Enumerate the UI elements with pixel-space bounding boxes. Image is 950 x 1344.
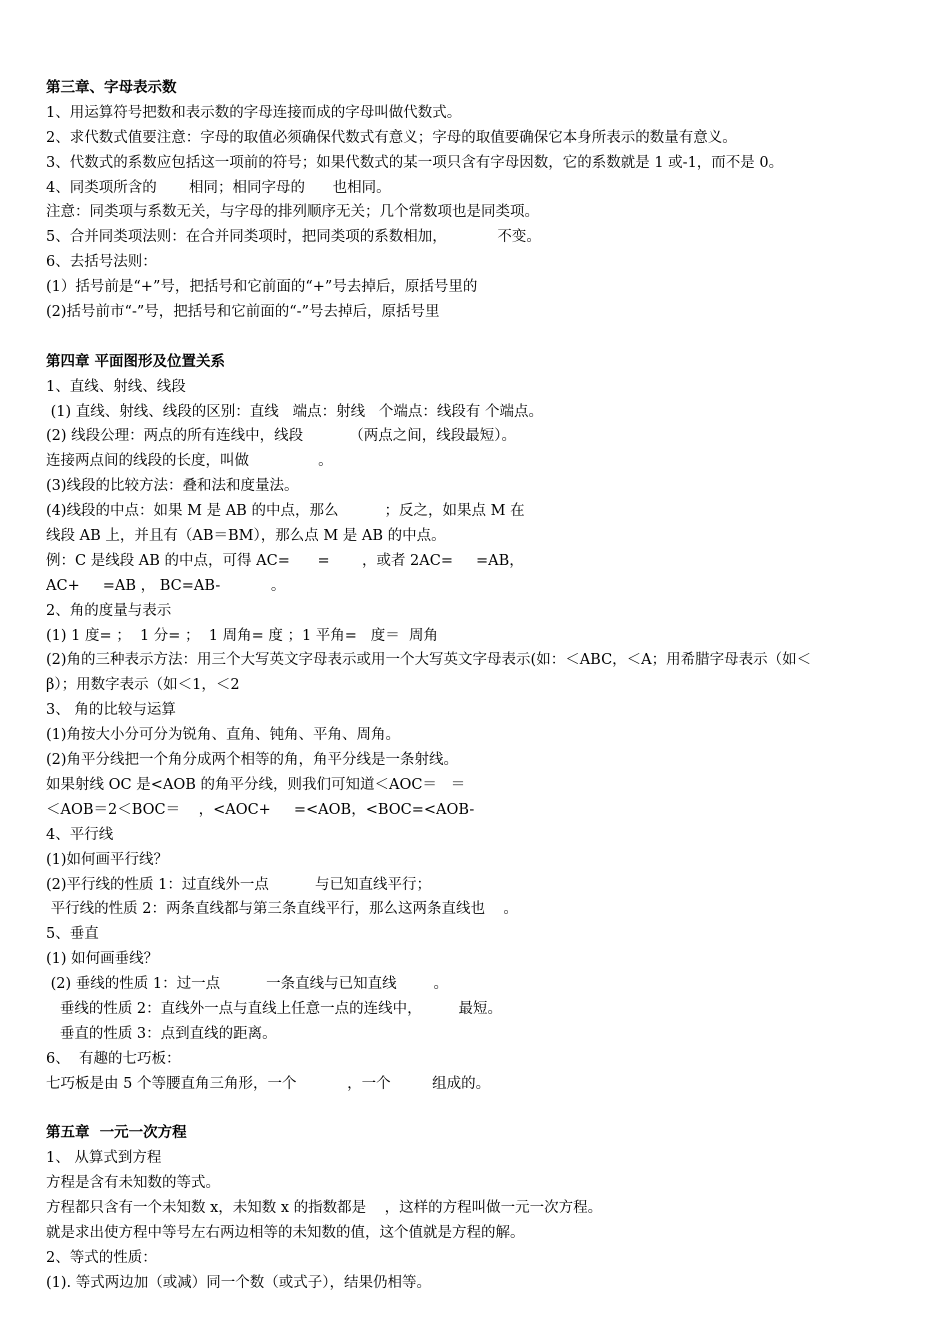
ch3-line: 注意：同类项与系数无关，与字母的排列顺序无关；几个常数项也是同类项。 — [46, 204, 539, 221]
ch4-line: 平行线的性质 2：两条直线都与第三条直线平行，那么这两条直线也 。 — [46, 901, 518, 918]
ch5-line: (1). 等式两边加（或减）同一个数（或式子），结果仍相等。 — [46, 1274, 432, 1291]
ch5-line: 2、等式的性质： — [46, 1249, 157, 1266]
ch4-line: (1) 如何画垂线？ — [46, 951, 159, 968]
ch4-line: (1) 直线、射线、线段的区别：直线 端点：射线 个端点：线段有 个端点。 — [46, 403, 544, 420]
ch4-line: 七巧板是由 5 个等腰直角三角形，一个 ，一个 组成的。 — [46, 1075, 491, 1092]
ch4-line: β）；用数字表示（如＜1，＜2 — [46, 677, 240, 694]
ch3-line: (1）括号前是“+”号，把括号和它前面的“+”号去掉后，原括号里的 — [46, 279, 478, 296]
ch4-line: AC+ =AB ， BC=AB- 。 — [46, 577, 286, 594]
ch3-line: 4、同类项所含的 相同；相同字母的 也相同。 — [46, 179, 391, 196]
chapter-5-title: 第五章 一元一次方程 — [46, 1124, 187, 1142]
ch4-line: (1)如何画平行线？ — [46, 851, 169, 868]
ch4-line: (1) 1 度= ； 1 分= ； 1 周角= 度 ；1 平角= 度＝ 周角 — [46, 627, 439, 644]
ch4-line: 5、垂直 — [46, 926, 99, 943]
ch4-line: 例：C 是线段 AB 的中点，可得 AC= = ，或者 2AC= =AB， — [46, 552, 524, 569]
ch5-line: 方程是含有未知数的等式。 — [46, 1175, 220, 1192]
section-spacer — [46, 1097, 916, 1122]
ch4-line: (1)角按大小分可分为锐角、直角、钝角、平角、周角。 — [46, 727, 401, 744]
ch4-line: (2)角的三种表示方法：用三个大写英文字母表示或用一个大写英文字母表示(如：＜ABC，＜A；用希腊字母表示（如＜ — [46, 652, 812, 669]
document-page — [46, 76, 916, 1296]
ch4-line: 3、 角的比较与运算 — [46, 702, 176, 719]
ch4-line: ＜AOB＝2＜BOC＝ ，<AOC+ =<AOB，<BOC=<AOB- — [46, 801, 475, 818]
ch4-line: 垂线的性质 2：直线外一点与直线上任意一点的连线中， 最短。 — [46, 1000, 503, 1017]
ch4-line: (2)角平分线把一个角分成两个相等的角，角平分线是一条射线。 — [46, 752, 459, 769]
ch4-line: 6、 有趣的七巧板： — [46, 1050, 181, 1067]
ch4-line: (2) 线段公理：两点的所有连线中，线段 （两点之间，线段最短）。 — [46, 428, 516, 445]
ch3-line: 6、去括号法则： — [46, 254, 157, 271]
ch5-line: 1、 从算式到方程 — [46, 1150, 162, 1167]
ch4-line: (2) 垂线的性质 1：过一点 一条直线与已知直线 。 — [46, 976, 449, 993]
ch3-line: 2、求代数式值要注意：字母的取值必须确保代数式有意义；字母的取值要确保它本身所表示的数量有意义。 — [46, 129, 737, 146]
ch4-line: 4、平行线 — [46, 826, 114, 843]
ch3-line: (2)括号前市“-”号，把括号和它前面的“-”号去掉后，原括号里 — [46, 304, 440, 321]
ch4-line: 如果射线 OC 是<AOB 的角平分线，则我们可知道＜AOC＝ ＝ — [46, 776, 466, 793]
ch4-line: 垂直的性质 3：点到直线的距离。 — [46, 1025, 277, 1042]
ch5-line: 方程都只含有一个未知数 x，未知数 x 的指数都是 ，这样的方程叫做一元一次方程。 — [46, 1200, 603, 1217]
ch3-line: 1、用运算符号把数和表示数的字母连接而成的字母叫做代数式。 — [46, 104, 462, 121]
ch4-line: (4)线段的中点：如果 M 是 AB 的中点，那么 ；反之，如果点 M 在 — [46, 503, 525, 520]
ch4-line: (2)平行线的性质 1：过直线外一点 与已知直线平行； — [46, 876, 431, 893]
section-spacer — [46, 325, 916, 350]
ch4-line: 2、角的度量与表示 — [46, 602, 172, 619]
ch4-line: 线段 AB 上，并且有（AB＝BM），那么点 M 是 AB 的中点。 — [46, 528, 446, 545]
ch4-line: 连接两点间的线段的长度，叫做 。 — [46, 453, 333, 470]
ch5-line: 就是求出使方程中等号左右两边相等的未知数的值，这个值就是方程的解。 — [46, 1224, 525, 1241]
chapter-4-title: 第四章 平面图形及位置关系 — [46, 352, 226, 370]
ch3-line: 5、合并同类项法则：在合并同类项时，把同类项的系数相加， 不变。 — [46, 229, 541, 246]
ch4-line: 1、直线、射线、线段 — [46, 378, 186, 395]
ch4-line: (3)线段的比较方法：叠和法和度量法。 — [46, 478, 299, 495]
chapter-3-title: 第三章、字母表示数 — [46, 79, 177, 96]
ch3-line: 3、代数式的系数应包括这一项前的符号；如果代数式的某一项只含有字母因数，它的系数就是 1 或-1，而不是 0。 — [46, 154, 784, 171]
